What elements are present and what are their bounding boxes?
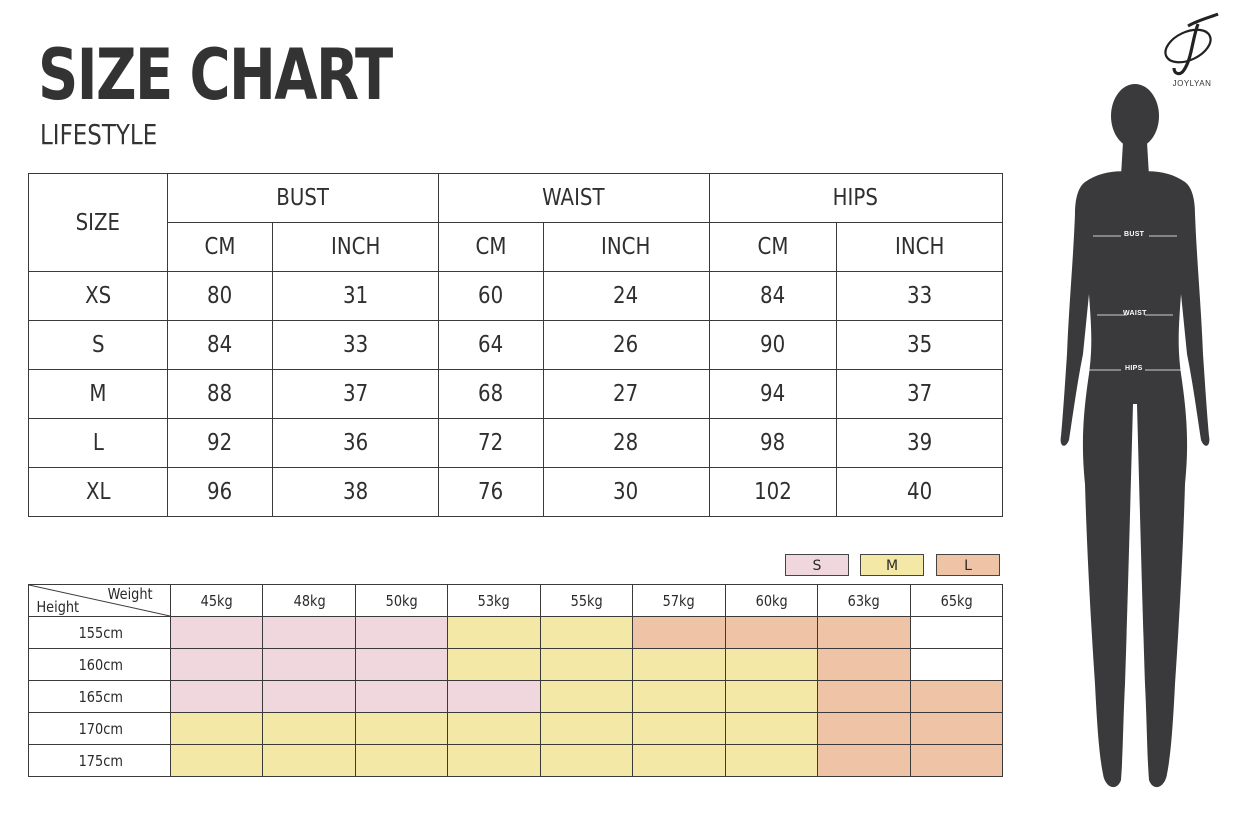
size-fit-cell — [540, 617, 632, 649]
height-row — [29, 617, 1003, 649]
measurement-cell: 84 — [168, 321, 273, 370]
brand-name: JOYLYAN — [1172, 79, 1212, 88]
brand-logo-icon — [1158, 10, 1222, 90]
size-fit-cell — [540, 649, 632, 681]
figure-hips-label: HIPS — [1125, 365, 1143, 372]
unit-header: INCH — [272, 223, 438, 272]
weight-header-row — [29, 585, 1003, 617]
measurement-cell: 64 — [438, 321, 543, 370]
size-fit-cell — [355, 649, 447, 681]
size-fit-cell — [355, 617, 447, 649]
size-label-cell: L — [29, 419, 168, 468]
measurement-cell: 96 — [168, 468, 273, 517]
size-fit-cell — [910, 681, 1003, 713]
size-table-unit-header-row — [29, 223, 1003, 272]
size-row — [29, 272, 1003, 321]
legend-swatch: S — [785, 554, 849, 576]
size-fit-cell — [818, 681, 910, 713]
weight-column-header: 45kg — [171, 585, 263, 617]
hips-group-header: HIPS — [709, 174, 1003, 223]
height-row — [29, 649, 1003, 681]
size-fit-cell — [910, 713, 1003, 745]
measurement-cell: 33 — [837, 272, 1003, 321]
page-title: SIZE CHART — [38, 34, 392, 116]
size-row — [29, 321, 1003, 370]
size-fit-cell — [263, 745, 355, 777]
height-weight-corner — [29, 585, 171, 617]
measurement-cell: 76 — [438, 468, 543, 517]
measurement-cell: 92 — [168, 419, 273, 468]
measurement-cell: 24 — [543, 272, 709, 321]
unit-header: INCH — [543, 223, 709, 272]
measurement-cell: 30 — [543, 468, 709, 517]
size-fit-cell — [540, 713, 632, 745]
weight-column-header: 48kg — [263, 585, 355, 617]
size-fit-cell — [910, 649, 1003, 681]
size-fit-cell — [263, 617, 355, 649]
size-fit-cell — [263, 713, 355, 745]
size-fit-cell — [818, 617, 910, 649]
measurement-cell: 90 — [709, 321, 837, 370]
size-fit-cell — [725, 649, 817, 681]
body-silhouette-figure — [1055, 84, 1215, 794]
weight-column-header: 60kg — [725, 585, 817, 617]
measurement-cell: 68 — [438, 370, 543, 419]
height-label-cell: 160cm — [29, 649, 171, 681]
weight-table-body — [29, 617, 1003, 777]
measurement-cell: 33 — [272, 321, 438, 370]
size-fit-cell — [355, 713, 447, 745]
weight-axis-label: Weight — [107, 585, 153, 603]
page-subtitle: LIFESTYLE — [40, 118, 158, 151]
size-table-body — [29, 272, 1003, 517]
weight-column-header: 65kg — [910, 585, 1003, 617]
unit-header: CM — [438, 223, 543, 272]
size-fit-cell — [263, 649, 355, 681]
height-weight-table — [28, 584, 1003, 777]
size-fit-cell — [171, 713, 263, 745]
size-label-cell: S — [29, 321, 168, 370]
size-fit-cell — [633, 649, 725, 681]
unit-header: CM — [709, 223, 837, 272]
measurement-cell: 37 — [272, 370, 438, 419]
size-fit-cell — [633, 617, 725, 649]
size-fit-cell — [725, 745, 817, 777]
measurement-cell: 39 — [837, 419, 1003, 468]
size-fit-cell — [171, 681, 263, 713]
size-fit-cell — [448, 713, 540, 745]
figure-bust-label: BUST — [1124, 231, 1145, 238]
size-fit-cell — [818, 713, 910, 745]
size-fit-cell — [540, 745, 632, 777]
size-label-cell: XS — [29, 272, 168, 321]
size-fit-cell — [540, 681, 632, 713]
waist-group-header: WAIST — [438, 174, 709, 223]
size-row — [29, 370, 1003, 419]
measurement-cell: 102 — [709, 468, 837, 517]
measurement-cell: 60 — [438, 272, 543, 321]
size-fit-cell — [633, 745, 725, 777]
height-label-cell: 175cm — [29, 745, 171, 777]
weight-column-header: 50kg — [355, 585, 447, 617]
measurement-cell: 26 — [543, 321, 709, 370]
legend-swatch: M — [860, 554, 924, 576]
measurement-cell: 28 — [543, 419, 709, 468]
unit-header: INCH — [837, 223, 1003, 272]
size-column-header: SIZE — [29, 174, 168, 272]
size-fit-cell — [355, 745, 447, 777]
measurement-cell: 72 — [438, 419, 543, 468]
size-fit-cell — [725, 681, 817, 713]
height-label-cell: 155cm — [29, 617, 171, 649]
size-label-cell: M — [29, 370, 168, 419]
measurement-cell: 37 — [837, 370, 1003, 419]
height-label-cell: 170cm — [29, 713, 171, 745]
weight-column-header: 55kg — [540, 585, 632, 617]
measurement-cell: 40 — [837, 468, 1003, 517]
size-table-group-header-row — [29, 174, 1003, 223]
height-row — [29, 681, 1003, 713]
unit-header: CM — [168, 223, 273, 272]
size-fit-cell — [633, 681, 725, 713]
measurement-cell: 98 — [709, 419, 837, 468]
size-fit-cell — [448, 617, 540, 649]
size-fit-cell — [910, 617, 1003, 649]
height-row — [29, 713, 1003, 745]
size-fit-cell — [448, 745, 540, 777]
size-fit-cell — [725, 617, 817, 649]
height-label-cell: 165cm — [29, 681, 171, 713]
measurement-cell: 84 — [709, 272, 837, 321]
size-fit-cell — [171, 617, 263, 649]
measurement-cell: 88 — [168, 370, 273, 419]
size-label-cell: XL — [29, 468, 168, 517]
size-fit-cell — [171, 649, 263, 681]
height-axis-label: Height — [36, 598, 80, 616]
measurement-cell: 36 — [272, 419, 438, 468]
size-fit-cell — [633, 713, 725, 745]
size-fit-cell — [818, 649, 910, 681]
size-fit-cell — [818, 745, 910, 777]
size-row — [29, 468, 1003, 517]
measurement-cell: 94 — [709, 370, 837, 419]
weight-column-header: 63kg — [818, 585, 910, 617]
figure-waist-label: WAIST — [1123, 310, 1147, 317]
size-fit-cell — [171, 745, 263, 777]
measurement-cell: 80 — [168, 272, 273, 321]
weight-column-header: 57kg — [633, 585, 725, 617]
size-fit-cell — [355, 681, 447, 713]
size-row — [29, 419, 1003, 468]
bust-group-header: BUST — [168, 174, 439, 223]
size-fit-cell — [910, 745, 1003, 777]
size-fit-cell — [448, 649, 540, 681]
height-row — [29, 745, 1003, 777]
legend-swatch: L — [936, 554, 1000, 576]
measurement-cell: 31 — [272, 272, 438, 321]
measurement-cell: 35 — [837, 321, 1003, 370]
size-fit-cell — [725, 713, 817, 745]
size-fit-cell — [263, 681, 355, 713]
weight-column-header: 53kg — [448, 585, 540, 617]
measurement-cell: 27 — [543, 370, 709, 419]
size-measurement-table — [28, 173, 1003, 517]
size-fit-cell — [448, 681, 540, 713]
measurement-cell: 38 — [272, 468, 438, 517]
